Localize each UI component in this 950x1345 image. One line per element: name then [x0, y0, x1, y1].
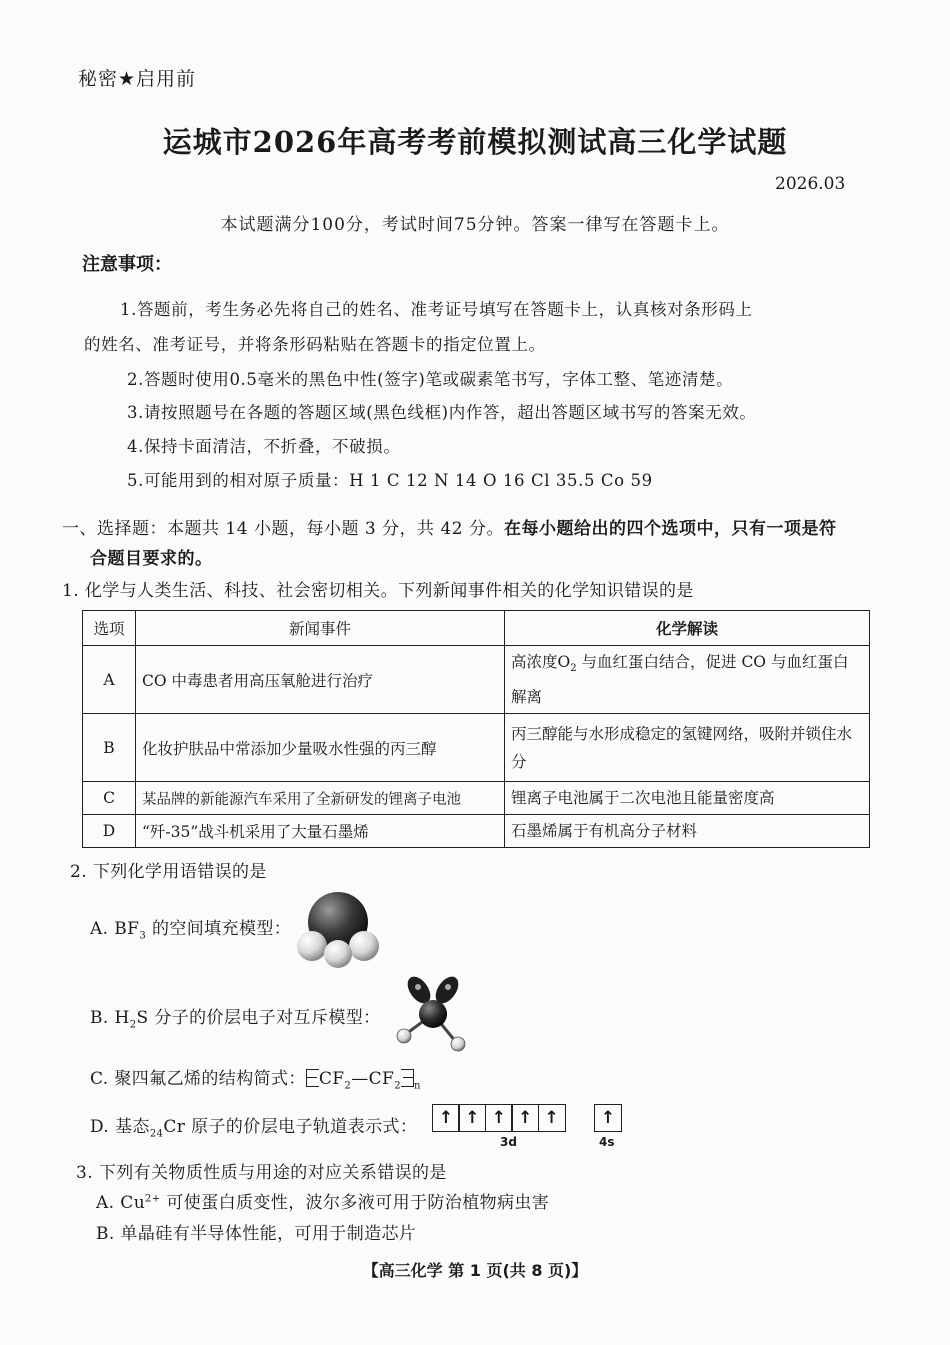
- q2-option-b: [90, 1003, 381, 1030]
- q2-d-post: Cr 原子的价层电子轨道表示式：: [163, 1117, 418, 1137]
- section-1-line-1-normal: 一、选择题：本题共 14 小题，每小题 3 分，共 42 分。: [62, 519, 505, 539]
- note-item-4: 4.保持卡面清洁，不折叠，不破损。: [127, 437, 401, 456]
- orbital-4s-box-1: ↑: [594, 1104, 622, 1132]
- q1-row-a-option: A: [83, 646, 136, 714]
- q1-row-b-explanation: 丙三醇能与水形成稳定的氢键网络，吸附并锁住水分: [505, 714, 870, 782]
- note-item-2: 2.答题时使用0.5毫米的黑色中性(签字)笔或碳素笔书写，字体工整、笔迹清楚。: [127, 370, 734, 389]
- orbital-3d: [432, 1104, 566, 1132]
- section-1-line-1-bold: 在每小题给出的四个选项中，只有一项是符: [504, 519, 837, 539]
- q2-b-post: S 分子的价层电子对互斥模型：: [136, 1008, 381, 1028]
- orbital-3d-box-4: ↑: [511, 1104, 539, 1132]
- q2-d-pre: D. 基态: [90, 1117, 150, 1137]
- orbital-4s-label: 4s: [599, 1135, 615, 1149]
- q1-header-explanation: 化学解读: [505, 611, 870, 646]
- q1-row-a-exp-post: 与血红蛋白结合，促进 CO 与血红蛋白解离: [511, 653, 849, 707]
- q3-option-b: B. 单晶硅有半导体性能，可用于制造芯片: [96, 1224, 417, 1244]
- q2-option-c: [90, 1064, 421, 1091]
- note-item-1-line-2: 的姓名、准考证号，并将条形码粘贴在答题卡的指定位置上。: [84, 335, 546, 354]
- q1-row-d-explanation: 石墨烯属于有机高分子材料: [505, 815, 870, 848]
- q1-row-a-event: CO 中毒患者用高压氧舱进行治疗: [136, 646, 505, 714]
- q1-row-d-option: D: [83, 815, 136, 848]
- exam-date: 2026.03: [775, 174, 846, 194]
- q1-row-d-event: “歼-35”战斗机采用了大量石墨烯: [136, 815, 505, 848]
- q2-c-sub-2: 2: [394, 1080, 401, 1092]
- orbital-3d-label: 3d: [500, 1135, 517, 1149]
- q1-row-c-event: 某品牌的新能源汽车采用了全新研发的锂离子电池: [136, 782, 505, 815]
- secret-mark: 秘密★启用前: [78, 68, 197, 90]
- q2-c-n: n: [413, 1080, 421, 1092]
- q1-header-option: 选项: [83, 611, 136, 646]
- orbital-3d-box-2: ↑: [458, 1104, 486, 1132]
- orbital-3d-boxes: [432, 1104, 566, 1132]
- table-row: [83, 815, 870, 848]
- q1-row-c-explanation: 锂离子电池属于二次电池且能量密度高: [505, 782, 870, 815]
- q3-a-sup: 2+: [145, 1193, 161, 1205]
- q2-c-formula-1: CF: [318, 1069, 345, 1089]
- orbital-3d-box-3: ↑: [485, 1104, 513, 1132]
- q2-c-pre: C. 聚四氟乙烯的结构简式：: [90, 1069, 306, 1089]
- bf3-space-filling-model-icon: [292, 888, 384, 972]
- q2-a-post: 的空间填充模型：: [146, 919, 292, 939]
- q1-row-a-exp-sub: 2: [570, 663, 577, 675]
- q2-option-a: [90, 914, 291, 941]
- orbital-4s: [594, 1104, 622, 1132]
- q1-row-a-exp-pre: 高浓度O: [511, 653, 571, 671]
- page-title: 运城市2026年高考考前模拟测试高三化学试题: [162, 125, 788, 159]
- notes-heading: 注意事项：: [82, 254, 172, 275]
- q2-a-sub: 3: [139, 930, 147, 942]
- q3-a-pre: A. Cu: [96, 1193, 146, 1213]
- polymer-bracket-left: [306, 1069, 319, 1087]
- q2-c-sub-1: 2: [344, 1080, 352, 1092]
- table-row: [83, 782, 870, 815]
- polymer-bracket-right: [401, 1069, 414, 1087]
- q2-d-sub: 24: [149, 1128, 164, 1140]
- q2-option-d: [90, 1112, 417, 1139]
- note-item-1-line-1: 1.答题前，考生务必先将自己的姓名、准考证号填写在答题卡上，认真核对条形码上: [120, 300, 753, 319]
- q1-table: [82, 610, 870, 848]
- orbital-3d-box-1: ↑: [432, 1104, 460, 1132]
- q2-stem: 2. 下列化学用语错误的是: [70, 862, 267, 882]
- q1-row-b-event: 化妆护肤品中常添加少量吸水性强的丙三醇: [136, 714, 505, 782]
- q1-row-c-option: C: [83, 782, 136, 815]
- orbital-4s-boxes: [594, 1104, 622, 1132]
- q1-stem: 1. 化学与人类生活、科技、社会密切相关。下列新闻事件相关的化学知识错误的是: [62, 581, 694, 601]
- q1-header-event: 新闻事件: [136, 611, 505, 646]
- q1-row-a-explanation: [505, 646, 870, 714]
- q3-option-a: [96, 1188, 549, 1213]
- page-footer: 【高三化学 第 1 页(共 8 页)】: [362, 1261, 588, 1280]
- q1-table-header: [83, 611, 870, 646]
- orbital-3d-box-5: ↑: [538, 1104, 566, 1132]
- q2-a-pre: A. BF: [90, 919, 140, 939]
- table-row: [83, 646, 870, 714]
- q3-stem: 3. 下列有关物质性质与用途的对应关系错误的是: [76, 1163, 447, 1183]
- h2s-vsepr-model-icon: [392, 972, 474, 1054]
- section-1-line-2: 合题目要求的。: [90, 549, 213, 569]
- section-1-heading: [62, 514, 837, 539]
- q2-b-sub: 2: [129, 1019, 137, 1031]
- q1-row-b-option: B: [83, 714, 136, 782]
- table-row: [83, 714, 870, 782]
- note-item-3: 3.请按照题号在各题的答题区域(黑色线框)内作答，超出答题区域书写的答案无效。: [127, 403, 757, 422]
- exam-intro: 本试题满分100分，考试时间75分钟。答案一律写在答题卡上。: [220, 215, 730, 235]
- q3-a-post: 可使蛋白质变性，波尔多液可用于防治植物病虫害: [160, 1193, 550, 1213]
- q2-b-pre: B. H: [90, 1008, 130, 1028]
- q2-c-formula-2: —CF: [351, 1069, 395, 1089]
- note-item-5: 5.可能用到的相对原子质量：H 1 C 12 N 14 O 16 Cl 35.5 Co 59: [127, 471, 653, 490]
